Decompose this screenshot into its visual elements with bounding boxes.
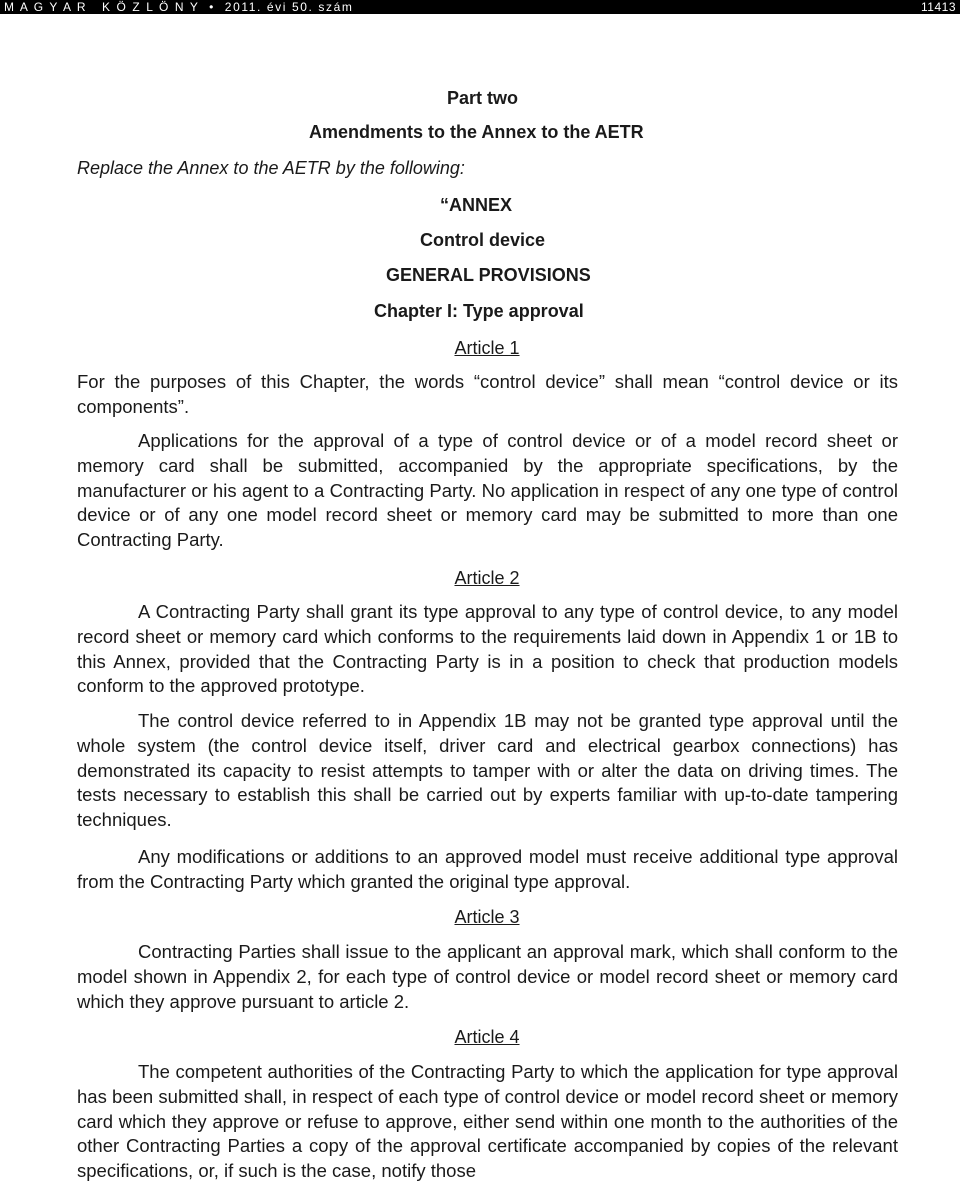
amendments-heading: Amendments to the Annex to the AETR bbox=[309, 122, 644, 142]
article-1-paragraph-2: Applications for the approval of a type of control device or of a model record sheet or memory card shall be submitted, accompanied by the appropriate specifications, by the manufacturer or his agent to a Contracting Party. No application in respect of any one type of control device or of any one model record sheet or memory card may be submitted to more than one Contracting Party. bbox=[77, 430, 898, 551]
annex-heading: “ANNEX bbox=[440, 195, 513, 215]
article-2-paragraph-2: The control device referred to in Appendix 1B may not be granted type approval until the whole system (the control device itself, driver card and electrical gearbox connections) has demonstrated its capacity to resist attempts to tamper with or alter the data on driving times. The tests necessary to establish this shall be carried out by experts familiar with up-to-date tampering techniques. bbox=[77, 710, 898, 831]
article-4-heading: Article 4 bbox=[454, 1027, 520, 1047]
article-2-heading: Article 2 bbox=[454, 568, 520, 588]
article-2-paragraph-1: A Contracting Party shall grant its type approval to any type of control device, to any model record sheet or memory card which conforms to the requirements laid down in Appendix 1 or 1B to this Annex, provided that the Contracting Party is in a position to check that production models conform to the approved prototype. bbox=[77, 601, 898, 697]
part-heading: Part two bbox=[447, 88, 519, 108]
journal-title: M A G Y A R K Ö Z L Ö N Y • 2011. évi 50. szám bbox=[4, 0, 354, 14]
chapter-heading: Chapter I: Type approval bbox=[374, 301, 584, 321]
article-1-paragraph-1: For the purposes of this Chapter, the words “control device” shall mean “control device or its components”. bbox=[77, 371, 898, 417]
intro-line: Replace the Annex to the AETR by the following: bbox=[77, 158, 465, 178]
article-2-paragraph-3: Any modifications or additions to an approved model must receive additional type approval from the Contracting Party which granted the original type approval. bbox=[77, 846, 898, 892]
article-1-heading: Article 1 bbox=[454, 338, 520, 358]
general-provisions-heading: GENERAL PROVISIONS bbox=[386, 265, 591, 285]
article-4-paragraph-1: The competent authorities of the Contracting Party to which the application for type approval has been submitted shall, in respect of each type of control device or model record sheet or memory card which they approve or refuse to approve, either send within one month to the authorities of the other Contracting Parties a copy of the approval certificate accompanied by copies of the relevant specifications, or, if such is the case, notify those bbox=[77, 1061, 898, 1182]
article-3-paragraph-1: Contracting Parties shall issue to the applicant an approval mark, which shall conform to the model shown in Appendix 2, for each type of control device or model record sheet or memory card which they approve pursuant to article 2. bbox=[77, 941, 898, 1012]
running-header bbox=[0, 0, 960, 14]
article-3-heading: Article 3 bbox=[454, 907, 520, 927]
page-number: 11413 bbox=[921, 0, 956, 14]
control-device-heading: Control device bbox=[420, 230, 546, 250]
